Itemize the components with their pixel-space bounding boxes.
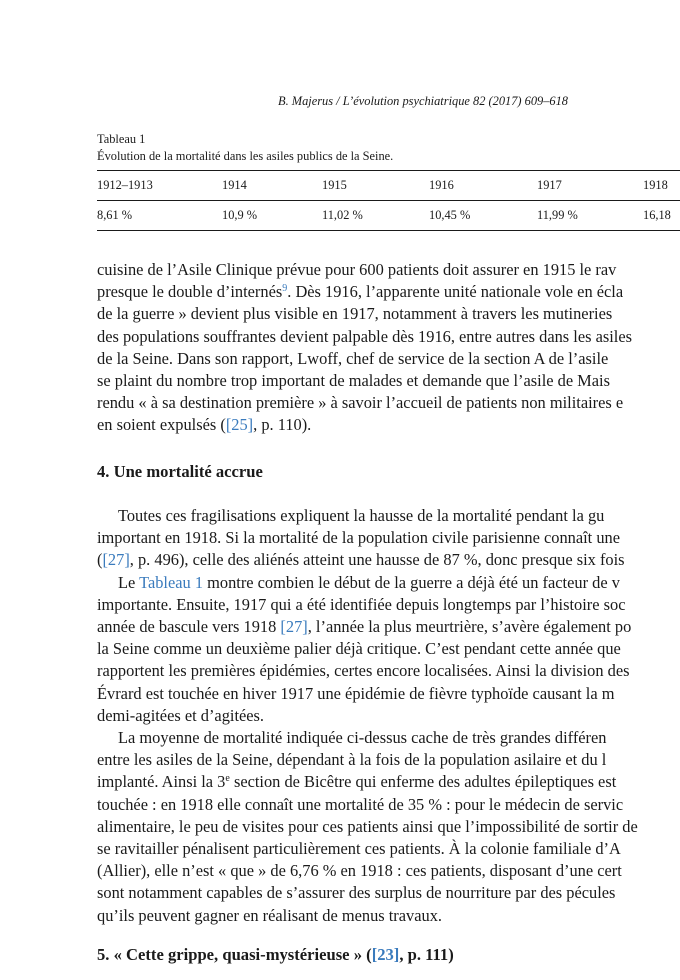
text-line: rendu « à sa destination première » à savoir l’accueil de patients non militaires e — [97, 393, 624, 413]
text-line: Le Tableau 1 montre combien le début de la guerre a déjà été un facteur de v — [118, 572, 620, 592]
text-line: se plaint du nombre trop important de malades et demande que l’asile de Mais — [97, 371, 610, 391]
table-top-rule — [97, 170, 680, 171]
table-data-cell: 11,02 % — [322, 208, 363, 222]
text-line: La moyenne de mortalité indiquée ci-dessus cache de très grandes différen — [118, 728, 607, 747]
citation-link[interactable]: [23] — [371, 945, 400, 964]
table-link[interactable]: Tableau 1 — [139, 572, 204, 592]
citation-link[interactable]: [27] — [280, 617, 308, 636]
table-data-cell: 8,61 % — [97, 208, 133, 222]
table-header-cell: 1917 — [537, 178, 562, 192]
text-line: cuisine de l’Asile Clinique prévue pour 600 patients doit assurer en 1915 le rav — [97, 260, 617, 279]
text-line: rapportent les premières épidémies, certes encore localisées. Ainsi la division des — [97, 661, 630, 681]
table-label: Tableau 1 — [97, 132, 146, 146]
table-data-cell: 10,45 % — [429, 208, 471, 222]
text-line: ([27], p. 496), celle des aliénés atteint une hausse de 87 %, donc presque six fois — [97, 550, 625, 570]
paragraph-4 — [97, 727, 680, 927]
text-line: la Seine comme un deuxième palier déjà critique. C’est pendant cette année que — [97, 639, 621, 659]
text-line: entre les asiles de la Seine, dépendant à la fois de la population asilaire et du l — [97, 750, 607, 770]
table-header-cell: 1918 — [643, 178, 668, 192]
table-header-cell: 1916 — [429, 178, 454, 192]
table-data-cell: 11,99 % — [537, 208, 578, 222]
table-data-cell: 16,18 — [643, 208, 671, 222]
citation-link[interactable]: [25] — [225, 415, 254, 435]
citation-link[interactable]: [27] — [102, 550, 130, 570]
text-line: importante. Ensuite, 1917 qui a été identifiée depuis longtemps par l’histoire soc — [97, 594, 626, 614]
running-head: B. Majerus / L’évolution psychiatrique 82 (2017) 609–618 — [278, 94, 568, 108]
text-line: Toutes ces fragilisations expliquent la hausse de la mortalité pendant la gu — [118, 506, 605, 525]
table-data-cell: 10,9 % — [222, 208, 258, 222]
paragraph-3 — [97, 572, 680, 727]
text-line: demi-agitées et d’agitées. — [97, 705, 265, 725]
text-line: se ravitailler pénalisent particulièrement ces patients. À la colonie familiale d’A — [97, 839, 621, 859]
section-heading-5: 5. « Cette grippe, quasi-mystérieuse » ([23], p. 111) — [97, 945, 454, 964]
text-line: important en 1918. Si la mortalité de la population civile parisienne connaît une — [97, 528, 620, 548]
text-line: en soient expulsés ([25], p. 110). — [97, 415, 312, 435]
table-title: Évolution de la mortalité dans les asiles publics de la Seine. — [97, 149, 394, 163]
text-line: des populations souffrantes devient palpable dès 1916, entre autres dans les asiles — [97, 326, 632, 346]
text-line: année de bascule vers 1918 [27], l’année la plus meurtrière, s’avère également po — [97, 617, 632, 636]
section-heading-4: 4. Une mortalité accrue — [97, 462, 263, 481]
text-line: presque le double d’internés$^9$. Dès 1916, l’apparente unité nationale vole en écla — [97, 282, 624, 302]
table-header-cell: 1914 — [222, 178, 247, 192]
text-line: (Allier), elle n’est « que » de 6,76 % en 1918 : ces patients, disposant d’une cert — [97, 861, 622, 881]
table-header-cell: 1912–1913 — [97, 178, 153, 192]
paragraph-1 — [97, 259, 680, 437]
text-line: de la guerre » devient plus visible en 1917, notamment à travers les mutineries — [97, 304, 613, 324]
text-line: de la Seine. Dans son rapport, Lwoff, chef de service de la section A de l’asile — [97, 348, 609, 368]
text-line: qu’ils peuvent gagner en réalisant de menus travaux. — [97, 905, 442, 925]
table-caption — [97, 131, 393, 165]
text-line: implanté. Ainsi la 3e section de Bicêtre qui enferme des adultes épileptiques est — [97, 772, 617, 792]
text-line: alimentaire, le peu de visites pour ces patients ainsi que l’impossibilité de sortir de — [97, 816, 638, 836]
text-line: Évrard est touchée en hiver 1917 une épidémie de fièvre typhoïde causant la m — [97, 683, 615, 703]
table-header-cell: 1915 — [322, 178, 347, 192]
table-bottom-rule — [97, 230, 680, 231]
paragraph-2 — [97, 505, 680, 572]
text-line: touchée : en 1918 elle connaît une mortalité de 35 % : pour le médecin de servic — [97, 794, 624, 814]
text-line: sont notamment capables de s’assurer des surplus de nourriture par des pécules — [97, 883, 616, 903]
table-mid-rule — [97, 200, 680, 201]
footnote-link[interactable]: 9 — [282, 283, 288, 295]
